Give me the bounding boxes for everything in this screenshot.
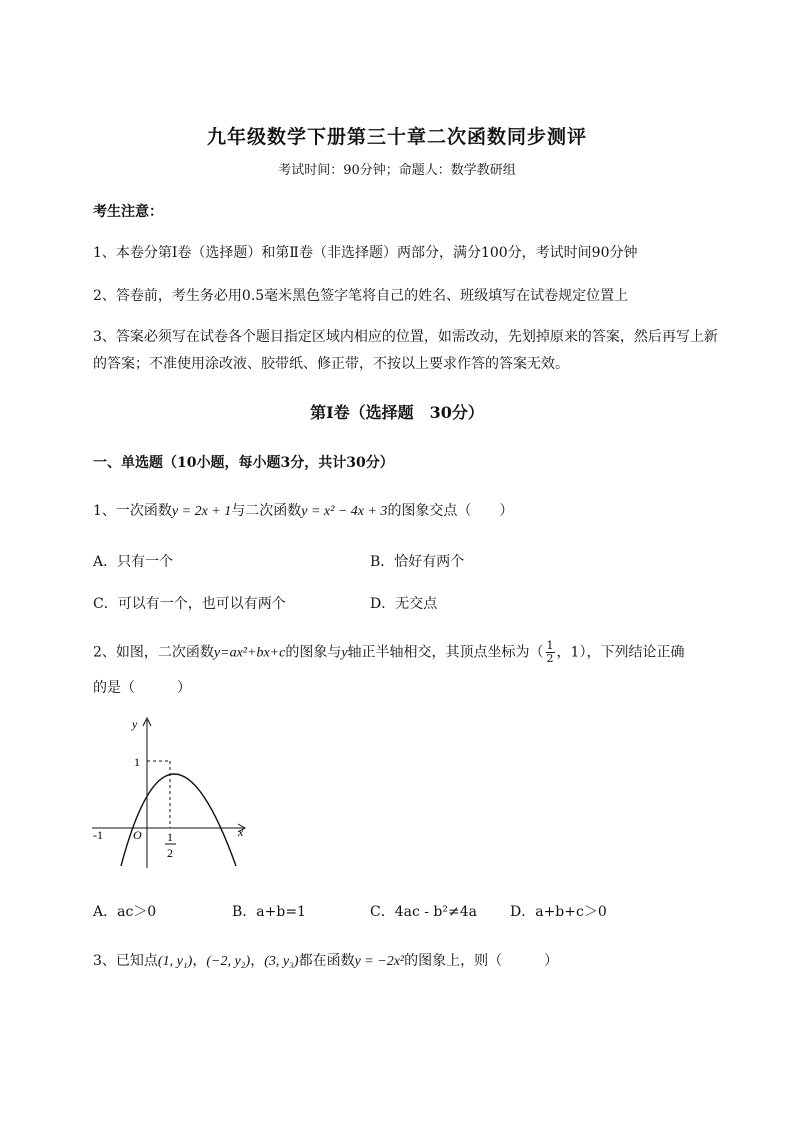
question-1 <box>93 500 513 520</box>
q1-option-d[interactable]: D．无交点 <box>370 596 438 612</box>
q2-prefix: 2、如图，二次函数 <box>93 644 214 661</box>
q3-mid: 都在函数 <box>298 953 355 969</box>
x-tick-half-num: 1 <box>167 830 173 844</box>
q2-option-c[interactable]: C．4ac - b²≠4a <box>370 904 477 920</box>
question-3 <box>93 950 558 970</box>
q3-function: y = −2x² <box>354 954 405 969</box>
x-tick-neg-one: -1 <box>93 828 103 842</box>
x-axis-label: x <box>238 825 244 839</box>
notice-item-3: 3、答案必须写在试卷各个题目指定区域内相应的位置，如需改动，先划掉原来的答案，然后再写上新 <box>93 329 718 345</box>
q2-vertex-fraction: $\frac{1}{2}$ <box>546 639 554 665</box>
q2-option-a[interactable]: A．ac＞0 <box>93 904 157 920</box>
q2-mid: 的图象与 <box>285 644 342 661</box>
page-subtitle: 考试时间：90分钟；命题人：数学教研组 <box>278 163 516 178</box>
section-title: 第I卷（选择题 30分） <box>310 403 484 422</box>
q2-function: y=ax²+bx+c <box>213 645 286 661</box>
q1-suffix: 的图象交点（ ） <box>387 503 514 519</box>
q1-option-a[interactable]: A．只有一个 <box>93 554 174 570</box>
q1-option-b[interactable]: B．恰好有两个 <box>370 554 465 570</box>
y-axis-label: y <box>132 717 138 731</box>
q2-mid2: 轴正半轴相交，其顶点坐标为（ <box>347 644 544 661</box>
q1-quadratic-function: y = x² − 4x + 3 <box>301 504 388 519</box>
q3-point-2: (−2, y₂) <box>206 954 251 969</box>
parabola-graph <box>88 712 258 872</box>
q3-sep-1: ， <box>192 953 207 969</box>
x-tick-half-den: 2 <box>167 846 173 860</box>
page-title: 九年级数学下册第三十章二次函数同步测评 <box>206 126 587 148</box>
y-tick-one: 1 <box>134 755 140 769</box>
q2-axis: y <box>341 645 348 661</box>
question-2 <box>93 640 684 665</box>
q2-suffix: ，1），下列结论正确 <box>556 644 685 661</box>
q3-prefix: 3、已知点 <box>93 953 158 969</box>
notice-heading: 考生注意： <box>93 204 163 220</box>
notice-item-3-cont: 的答案；不准使用涂改液、胶带纸、修正带，不按以上要求作答的答案无效。 <box>93 356 569 372</box>
q3-point-3: (3, y₃) <box>264 954 299 969</box>
q2-line2: 的是（ ） <box>93 680 191 696</box>
q1-option-c[interactable]: C．可以有一个，也可以有两个 <box>93 596 286 612</box>
q3-sep-2: ， <box>250 953 265 969</box>
q1-prefix: 1、一次函数 <box>93 503 172 519</box>
origin-label: O <box>133 828 142 842</box>
q3-suffix: 的图象上，则（ ） <box>404 953 559 969</box>
part-heading: 一、单选题（10小题，每小题3分，共计30分） <box>93 455 394 471</box>
parabola-curve <box>121 774 236 866</box>
notice-item-2: 2、答卷前，考生务必用0.5毫米黑色签字笔将自己的姓名、班级填写在试卷规定位置上 <box>93 288 629 304</box>
q3-point-1: (1, y₁) <box>157 954 193 969</box>
q2-option-d[interactable]: D．a+b+c＞0 <box>510 904 607 920</box>
q2-option-b[interactable]: B．a+b=1 <box>232 904 306 920</box>
q1-mid: 与二次函数 <box>231 503 302 519</box>
notice-item-1: 1、本卷分第I卷（选择题）和第Ⅱ卷（非选择题）两部分，满分100分，考试时间90分钟 <box>93 245 638 261</box>
q1-linear-function: y = 2x + 1 <box>171 504 232 519</box>
